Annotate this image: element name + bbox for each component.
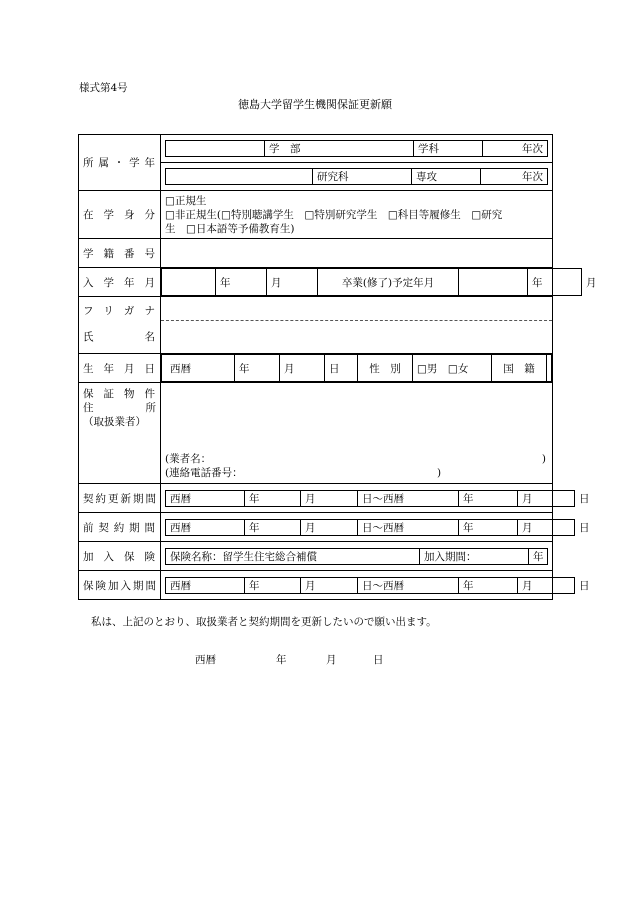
student-status-label: 在学身分	[79, 191, 161, 239]
agent-name-close: )	[541, 453, 546, 465]
insurance-name: 保険名称：留学生住宅総合補償	[166, 548, 420, 564]
application-form-table: 所属・学年 学 部 学科 年次 研究科 専攻 年次 在学身分 □正規生 □非正規生(□特別聴講学生 □特別研究学生 □科目等履修生 □研究 生 □日本語等予備教育生) 学籍番号 入学年月 年 月 卒業(修了)予定年月 年 月 フリガナ 氏名 生年月日 西暦 年 月 日 性 別 □男 □女 国 籍 保証物件 住所 （取扱業者） (業者名： ) (連絡電話番号： ) 契約更新期間 西暦 年 月 日～西暦 年 月 日 前契約期間 西暦 年 月 日～西暦 年 月 日 加入保険 保険名称：留学生住宅総合補償 加入期間： 年 保険加入期間 西暦 年 月 日～西暦 年 月 日	[78, 134, 553, 600]
student-id-label: 学籍番号	[79, 239, 161, 268]
document-title: 徳島大学留学生機関保証更新願	[238, 98, 392, 111]
furigana-field[interactable]	[161, 297, 552, 320]
declaration-text: 私は、上記のとおり、取扱業者と契約期間を更新したいので願い出ます。	[91, 616, 437, 628]
insurance-period-start-month[interactable]: 月	[301, 577, 358, 593]
prev-contract-start-month[interactable]: 月	[301, 519, 358, 535]
prev-contract-end-month[interactable]: 月	[518, 519, 575, 535]
prev-contract-label: 前契約期間	[79, 513, 161, 542]
date-month-field[interactable]: 月	[326, 654, 337, 666]
date-year-field[interactable]: 年	[276, 654, 287, 666]
nationality-field[interactable]	[547, 355, 552, 382]
birth-era-text: 西暦	[162, 355, 235, 382]
graduate-year-text: 年次	[481, 169, 548, 185]
agent-phone-close: )	[437, 467, 442, 479]
date-era: 西暦	[195, 654, 216, 666]
sex-label: 性 別	[358, 355, 413, 382]
form-number: 様式第4号	[79, 82, 128, 94]
insurance-period-end-month[interactable]: 月	[518, 577, 575, 593]
nationality-label: 国 籍	[492, 355, 547, 382]
agent-phone-field[interactable]: (連絡電話番号：	[165, 467, 243, 479]
prev-contract-end-year[interactable]: 年	[459, 519, 518, 535]
contract-renewal-end-year[interactable]: 年	[459, 490, 518, 506]
insurance-row[interactable]	[161, 542, 553, 571]
sex-checkboxes[interactable]: □男 □女	[413, 355, 492, 382]
contract-renewal-label: 契約更新期間	[79, 484, 161, 513]
birth-day-field[interactable]: 日	[325, 355, 358, 382]
birth-date-label: 生年月日	[79, 354, 161, 383]
insurance-period-row-label: 保険加入期間	[79, 571, 161, 600]
property-address-field[interactable]	[161, 383, 553, 484]
contract-renewal-end-month[interactable]: 月	[518, 490, 575, 506]
student-status-cell[interactable]	[161, 191, 553, 239]
enrollment-label: 入学年月	[79, 268, 161, 297]
major-text: 専攻	[412, 169, 481, 185]
contract-renewal-period[interactable]: 西暦 年 月 日～西暦 年 月 日	[161, 484, 553, 513]
contract-renewal-to: 日～西暦	[358, 490, 459, 506]
agent-label: （取扱業者）	[83, 416, 146, 428]
property-label: 保証物件	[83, 388, 156, 400]
insurance-period-start-year[interactable]: 年	[245, 577, 301, 593]
insurance-period-end-year[interactable]: 年	[459, 577, 518, 593]
student-id-field[interactable]	[161, 239, 553, 268]
insurance-label: 加入保険	[79, 542, 161, 571]
regular-student-checkbox[interactable]: □正規生	[165, 194, 207, 207]
furigana-label: フリガナ	[83, 305, 156, 317]
prev-contract-era: 西暦	[166, 519, 245, 535]
affiliation-label: 所属・学年	[79, 135, 161, 191]
prev-contract-period[interactable]: 西暦 年 月 日～西暦 年 月 日	[161, 513, 553, 542]
enrollment-month-field[interactable]: 月	[267, 269, 318, 296]
name-label: 氏名	[83, 331, 156, 343]
affiliation-graduate-row[interactable]	[161, 163, 553, 191]
non-regular-student-options[interactable]: □非正規生(□特別聴講学生 □特別研究学生 □科目等履修生 □研究	[165, 208, 503, 221]
affiliation-faculty-row[interactable]	[161, 135, 553, 163]
name-field[interactable]	[161, 320, 552, 353]
faculty-text: 学 部	[265, 141, 414, 157]
contract-renewal-start-year[interactable]: 年	[245, 490, 301, 506]
insurance-period-label: 加入期間：	[420, 548, 529, 564]
insurance-period-range[interactable]: 西暦 年 月 日～西暦 年 月 日	[161, 571, 553, 600]
graduation-year-field[interactable]: 年	[528, 269, 582, 296]
year-text: 年次	[483, 141, 548, 157]
graduate-school-text: 研究科	[313, 169, 412, 185]
insurance-period-era: 西暦	[166, 577, 245, 593]
agent-name-field[interactable]: (業者名：	[165, 453, 212, 465]
prev-contract-to: 日～西暦	[358, 519, 459, 535]
insurance-period-to: 日～西暦	[358, 577, 459, 593]
contract-renewal-era: 西暦	[166, 490, 245, 506]
date-day-field[interactable]: 日	[373, 654, 384, 666]
non-regular-student-options-cont[interactable]: 生 □日本語等予備教育生)	[165, 222, 295, 235]
prev-contract-start-year[interactable]: 年	[245, 519, 301, 535]
contract-renewal-start-month[interactable]: 月	[301, 490, 358, 506]
enrollment-year-field[interactable]: 年	[216, 269, 267, 296]
department-text: 学科	[414, 141, 483, 157]
address-label: 住所	[83, 402, 156, 414]
birth-month-field[interactable]: 月	[280, 355, 325, 382]
graduation-date-label: 卒業(修了)予定年月	[318, 269, 459, 296]
birth-year-field[interactable]: 年	[235, 355, 280, 382]
insurance-period-field[interactable]: 年	[529, 548, 548, 564]
